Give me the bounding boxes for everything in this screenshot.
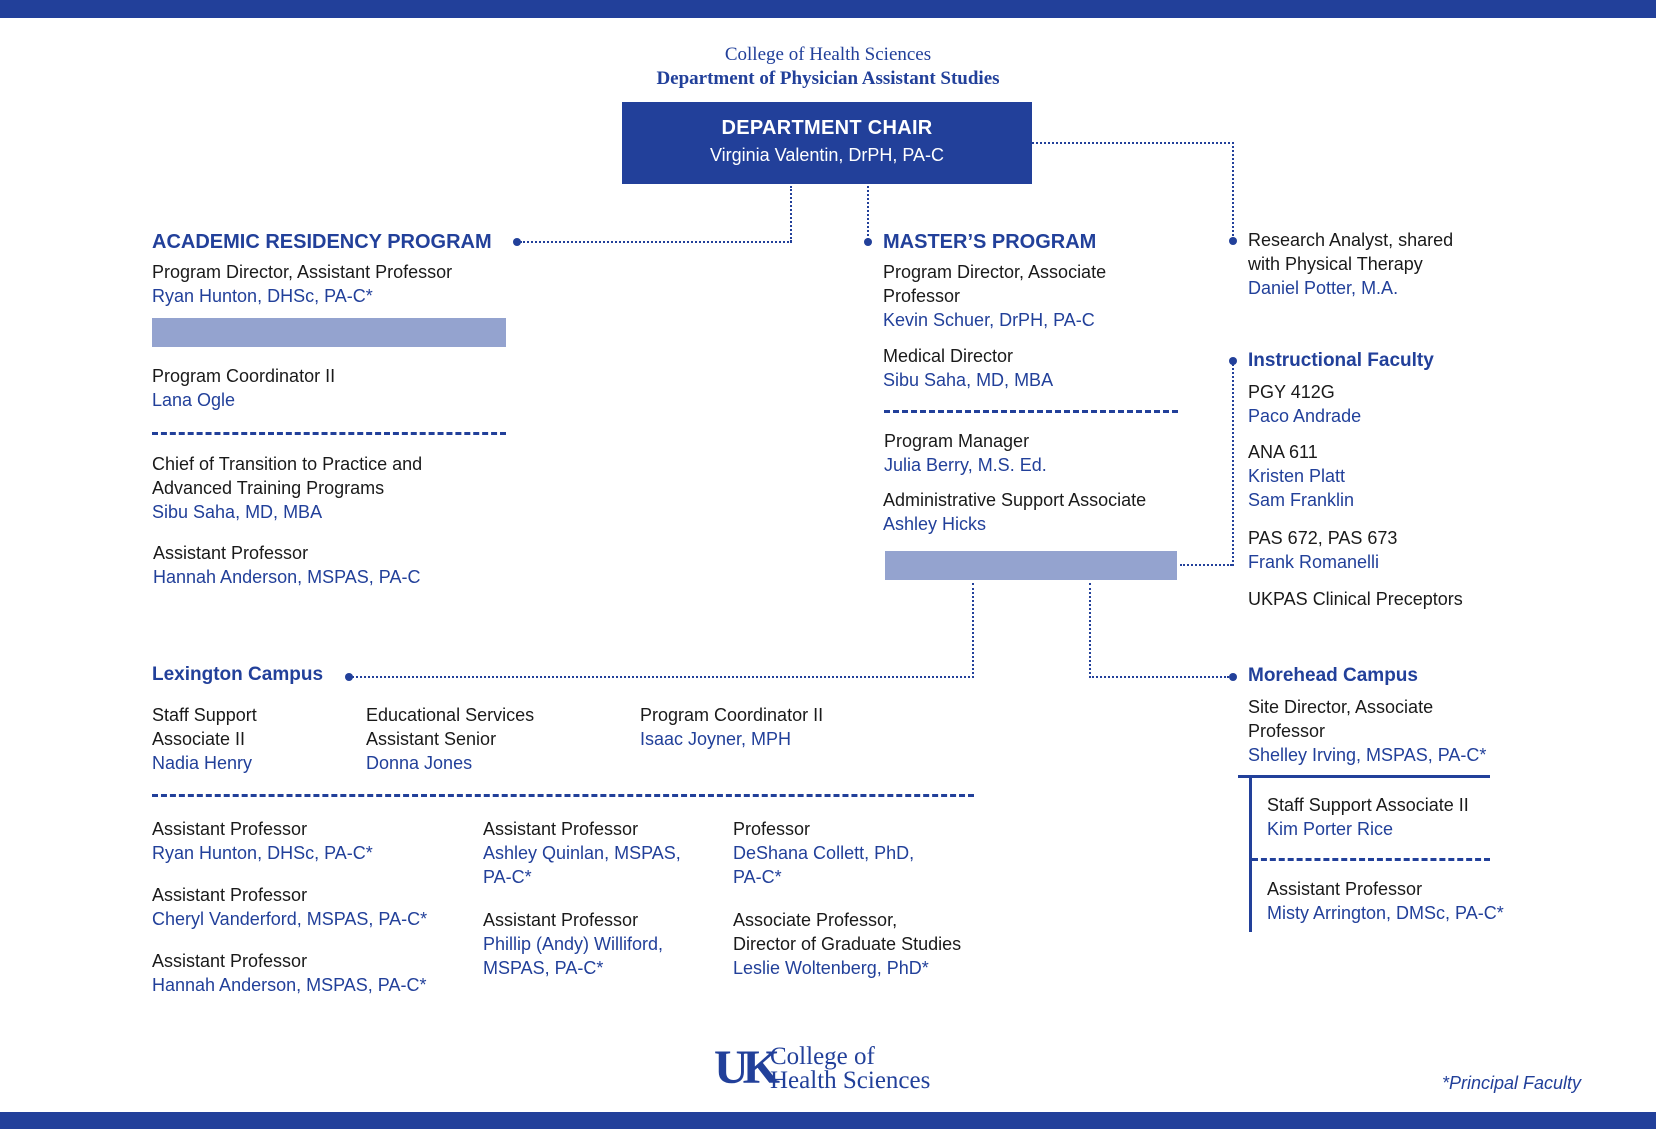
role-label: Professor <box>1248 721 1326 741</box>
role-label: Program Coordinator II <box>640 705 824 725</box>
role-label: Assistant Professor <box>153 543 309 563</box>
chair-name: Virginia Valentin, DrPH, PA-C <box>709 145 945 165</box>
college-title: College of Health Sciences <box>724 44 932 65</box>
course-label: PAS 672, PAS 673 <box>1248 528 1398 548</box>
connector-dot <box>513 238 521 246</box>
morehead-campus-title: Morehead Campus <box>1248 665 1418 686</box>
person-name: Sam Franklin <box>1248 490 1355 510</box>
role-label: Associate Professor, <box>733 910 898 930</box>
role-label: Staff Support <box>152 705 257 725</box>
role-label: Assistant Professor <box>1267 879 1423 899</box>
instructional-preceptors <box>1248 587 1588 611</box>
lexington-faculty-4 <box>483 817 723 889</box>
role-label: Research Analyst, shared <box>1248 230 1454 250</box>
person-name: PA-C* <box>733 867 782 887</box>
chair-title: DEPARTMENT CHAIR <box>721 117 933 139</box>
role-label: Medical Director <box>883 346 1014 366</box>
role-label: Professor <box>733 819 811 839</box>
lexington-faculty-3 <box>152 949 472 997</box>
solid-divider <box>1238 775 1490 778</box>
connector-dot <box>345 673 353 681</box>
role-label: Program Manager <box>884 431 1030 451</box>
academic-chief-block <box>152 452 512 524</box>
person-name: Julia Berry, M.S. Ed. <box>884 455 1047 475</box>
role-label: Staff Support Associate II <box>1267 795 1469 815</box>
person-name: Hannah Anderson, MSPAS, PA-C* <box>152 975 427 995</box>
person-name: PA-C* <box>483 867 532 887</box>
uk-college-logo <box>714 1040 974 1096</box>
dashed-divider <box>1252 858 1490 861</box>
highlight-bar <box>885 551 1177 580</box>
lexington-faculty-7 <box>733 908 1013 980</box>
dashed-divider <box>152 794 974 797</box>
lexington-staff-1 <box>152 703 352 775</box>
research-analyst-block <box>1248 228 1588 300</box>
connector-masters-morehead-v <box>1089 583 1091 678</box>
person-name: Daniel Potter, M.A. <box>1248 278 1399 298</box>
role-label: Program Director, Associate <box>883 262 1107 282</box>
uk-logo-mark: UK <box>714 1041 774 1094</box>
person-name: Sibu Saha, MD, MBA <box>883 370 1054 390</box>
role-label: Assistant Professor <box>483 910 639 930</box>
person-name: Cheryl Vanderford, MSPAS, PA-C* <box>152 909 428 929</box>
instructional-course-2 <box>1248 440 1588 512</box>
person-name: Frank Romanelli <box>1248 552 1380 572</box>
instructional-course-3 <box>1248 526 1588 574</box>
department-title: Department of Physician Assistant Studies <box>656 68 1000 89</box>
connector-dot <box>1229 357 1237 365</box>
connector-chair-academic-v <box>790 186 792 242</box>
connector-chair-masters <box>867 186 869 240</box>
morehead-staff-block <box>1267 793 1607 841</box>
person-name: Kim Porter Rice <box>1267 819 1394 839</box>
person-name: Kristen Platt <box>1248 466 1346 486</box>
connector-masters-instructional-h <box>1180 564 1232 566</box>
lexington-faculty-5 <box>483 908 723 980</box>
bottom-banner-bar <box>0 1112 1656 1129</box>
person-name: Shelley Irving, MSPAS, PA-C* <box>1248 745 1487 765</box>
masters-director-block <box>883 260 1223 332</box>
person-name: Misty Arrington, DMSc, PA-C* <box>1267 903 1504 923</box>
masters-program-title: MASTER’S PROGRAM <box>883 231 1097 253</box>
academic-asst-block <box>153 541 493 589</box>
highlight-bar <box>152 318 506 347</box>
person-name: Nadia Henry <box>152 753 253 773</box>
role-label: Chief of Transition to Practice and <box>152 454 423 474</box>
course-label: ANA 611 <box>1248 442 1318 462</box>
department-chair-box <box>622 102 1032 184</box>
solid-bracket-line <box>1249 777 1252 932</box>
connector-dot <box>1229 673 1237 681</box>
person-name: Hannah Anderson, MSPAS, PA-C <box>153 567 421 587</box>
instructional-faculty-title: Instructional Faculty <box>1248 350 1434 371</box>
lexington-campus-title: Lexington Campus <box>152 664 324 685</box>
dashed-divider <box>152 432 506 435</box>
academic-residency-title: ACADEMIC RESIDENCY PROGRAM <box>152 231 492 253</box>
academic-director-block <box>152 260 512 308</box>
role-label: Program Director, Assistant Professor <box>152 262 453 282</box>
dashed-divider <box>884 410 1178 413</box>
role-label: Assistant Professor <box>483 819 639 839</box>
role-label: Site Director, Associate <box>1248 697 1434 717</box>
person-name: Donna Jones <box>366 753 473 773</box>
lexington-faculty-2 <box>152 883 472 931</box>
lexington-staff-3 <box>640 703 940 751</box>
logo-line-2: Health Sciences <box>770 1067 931 1094</box>
masters-admin-block <box>883 488 1223 536</box>
person-name: Ashley Hicks <box>883 514 987 534</box>
course-label: PGY 412G <box>1248 382 1335 402</box>
role-label: Director of Graduate Studies <box>733 934 962 954</box>
person-name: MSPAS, PA-C* <box>483 958 604 978</box>
connector-chair-academic-h <box>520 241 792 243</box>
course-label: UKPAS Clinical Preceptors <box>1248 589 1463 609</box>
role-label: with Physical Therapy <box>1248 254 1423 274</box>
lexington-staff-2 <box>366 703 616 775</box>
lexington-faculty-1 <box>152 817 472 865</box>
person-name: Leslie Woltenberg, PhD* <box>733 958 929 978</box>
role-label: Educational Services <box>366 705 535 725</box>
connector-masters-lexington-h <box>352 676 974 678</box>
role-label: Assistant Professor <box>152 819 308 839</box>
person-name: Isaac Joyner, MPH <box>640 729 792 749</box>
logo-line-1: College of <box>770 1043 875 1070</box>
masters-medical-block <box>883 344 1223 392</box>
instructional-course-1 <box>1248 380 1588 428</box>
role-label: Administrative Support Associate <box>883 490 1147 510</box>
role-label: Program Coordinator II <box>152 366 336 386</box>
role-label: Associate II <box>152 729 246 749</box>
person-name: DeShana Collett, PhD, <box>733 843 915 863</box>
connector-chair-research-h <box>1032 142 1234 144</box>
academic-coordinator-block <box>152 364 492 412</box>
connector-chair-research-v <box>1232 142 1234 240</box>
connector-instructional-v <box>1232 360 1234 566</box>
role-label: Assistant Professor <box>152 951 308 971</box>
person-name: Kevin Schuer, DrPH, PA-C <box>883 310 1095 330</box>
role-label: Advanced Training Programs <box>152 478 385 498</box>
role-label: Assistant Senior <box>366 729 497 749</box>
top-banner-bar <box>0 0 1656 18</box>
connector-dot <box>1229 237 1237 245</box>
person-name: Lana Ogle <box>152 390 236 410</box>
person-name: Ryan Hunton, DHSc, PA-C* <box>152 843 373 863</box>
person-name: Sibu Saha, MD, MBA <box>152 502 323 522</box>
person-name: Phillip (Andy) Williford, <box>483 934 664 954</box>
person-name: Paco Andrade <box>1248 406 1362 426</box>
connector-dot <box>864 238 872 246</box>
connector-masters-lexington-v <box>972 583 974 678</box>
lexington-faculty-6 <box>733 817 1013 889</box>
morehead-director-block <box>1248 695 1588 767</box>
morehead-asst-block <box>1267 877 1607 925</box>
principal-faculty-note: *Principal Faculty <box>1442 1073 1582 1093</box>
role-label: Assistant Professor <box>152 885 308 905</box>
connector-masters-morehead-h <box>1089 676 1229 678</box>
masters-manager-block <box>884 429 1224 477</box>
person-name: Ashley Quinlan, MSPAS, <box>483 843 681 863</box>
role-label: Professor <box>883 286 961 306</box>
person-name: Ryan Hunton, DHSc, PA-C* <box>152 286 373 306</box>
